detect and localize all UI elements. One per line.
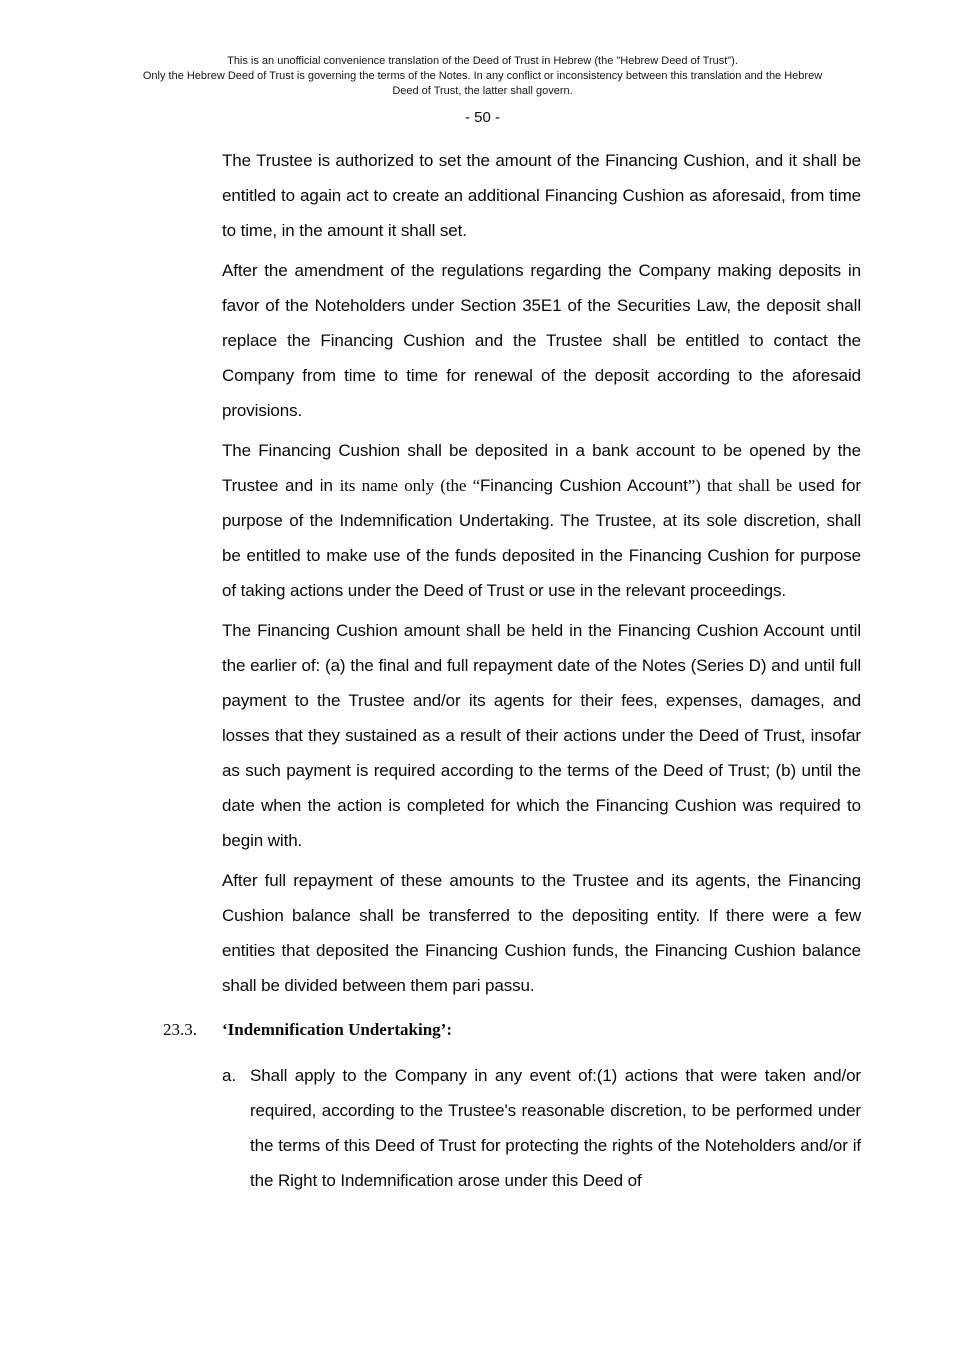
section-heading-23-3	[163, 1012, 861, 1047]
paragraph-segment-serif: its name only (the “	[339, 476, 481, 495]
page-number: - 50 -	[464, 109, 500, 126]
section-title: ‘Indemnification Undertaking’:	[222, 1020, 452, 1039]
header-disclaimer	[0, 54, 965, 99]
disclaimer-line-2: Only the Hebrew Deed of Trust is governing the terms of the Notes. In any conflict or inconsistency between this translation and the Hebrew	[142, 70, 823, 82]
paragraph-deposit-amendment: After the amendment of the regulations regarding the Company making deposits in favor of the Noteholders under Section 35E1 of the Securities Law, the deposit shall replace the Financing Cushion and the Trustee shall be entitled to contact the Company from time to time for renewal of the deposit according to the aforesaid provisions.	[222, 261, 861, 420]
list-item-a-text: Shall apply to the Company in any event of:(1) actions that were taken and/or required, according to the Trustee's reasonable discretion, to be performed under the terms of this Deed of Trust for protecting the rights of the Noteholders and/or if the Right to Indemnification arose under this Deed of	[250, 1066, 861, 1190]
disclaimer-line-3: Deed of Trust, the latter shall govern.	[392, 85, 573, 97]
list-item-a	[222, 1058, 861, 1198]
paragraph-cushion-held-until: The Financing Cushion amount shall be held in the Financing Cushion Account until the earlier of: (a) the final and full repayment date of the Notes (Series D) and until full payment to the Trustee and/or its agents for their fees, expenses, damages, and losses that they sustained as a result of their actions under the Deed of Trust, insofar as such payment is required according to the terms of the Deed of Trust; (b) until the date when the action is completed for which the Financing Cushion was required to begin with.	[222, 621, 861, 850]
paragraph-segment-sans: The Financing Cushion shall be deposited in a bank account to be opened by the Trustee and in	[222, 441, 861, 495]
paragraph-financing-cushion-amount-set: The Trustee is authorized to set the amount of the Financing Cushion, and it shall be entitled to again act to create an additional Financing Cushion as aforesaid, from time to time, in the amount it shall set.	[222, 151, 861, 240]
list-item-a-marker: a.	[222, 1066, 237, 1085]
section-number: 23.3.	[163, 1020, 197, 1039]
paragraph-financing-cushion-account	[222, 433, 861, 608]
paragraph-segment-sans: used for purpose of the Indemnification Undertaking. The Trustee, at its sole discretion, shall be entitled to make use of the funds deposited in the Financing Cushion for purpose of taking actions under the Deed of Trust or use in the relevant proceedings.	[222, 476, 861, 600]
paragraph-repayment-balance: After full repayment of these amounts to the Trustee and its agents, the Financing Cushion balance shall be transferred to the depositing entity. If there were a few entities that deposited the Financing Cushion funds, the Financing Cushion balance shall be divided between them pari passu.	[222, 871, 861, 995]
defined-term-financing-cushion-account: Financing Cushion Account	[480, 476, 688, 495]
disclaimer-line-1: This is an unofficial convenience translation of the Deed of Trust in Hebrew (the "Hebrew Deed of Trust").	[227, 55, 738, 67]
paragraph-segment-serif: ”) that shall be	[687, 476, 799, 495]
document-body	[163, 143, 861, 1198]
